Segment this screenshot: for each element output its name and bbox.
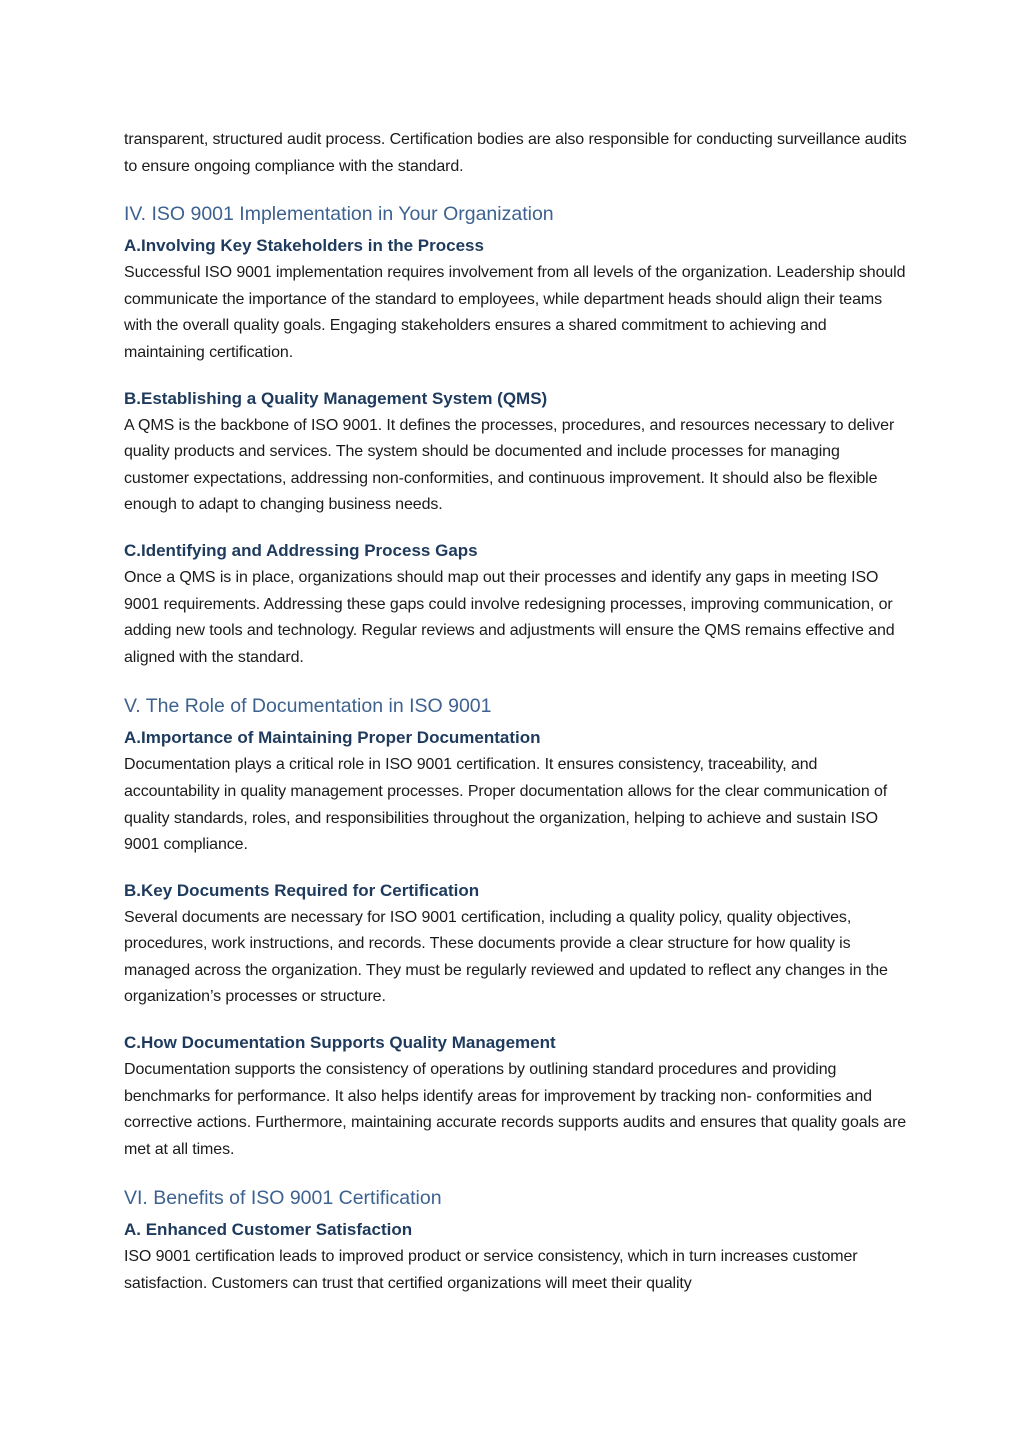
subsection-body: Once a QMS is in place, organizations should map out their processes and identify any gaps in meeting ISO 9001 requirements. Addressing these gaps could involve redesigning processes, improving communication, or adding new tools and technology. Regular reviews and adjustments will ensure the QMS remains effective and aligned with the standard. xyxy=(124,568,895,666)
subsection-body: Several documents are necessary for ISO 9001 certification, including a quality policy, quality objectives, procedures, work instructions, and records. These documents provide a clear structure for how quality is managed across the organization. They must be regularly reviewed and updated to reflect any changes in the organization’s processes or structure. xyxy=(124,908,888,1006)
subsection-body: A QMS is the backbone of ISO 9001. It defines the processes, procedures, and resources necessary to deliver quality products and services. The system should be documented and include processes for managing customer expectations, addressing non-conformities, and continuous improvement. It should also be flexible enough to adapt to changing business needs. xyxy=(124,416,895,514)
subsection xyxy=(124,879,909,1011)
section-title: IV. ISO 9001 Implementation in Your Organization xyxy=(124,203,554,226)
subsection-body: ISO 9001 certification leads to improved product or service consistency, which in turn increases customer satisfaction. Customers can trust that certified organizations will meet their quality xyxy=(124,1248,858,1293)
subsection-title: A. Enhanced Customer Satisfaction xyxy=(124,1220,413,1240)
subsection xyxy=(124,1031,909,1163)
intro-paragraph: transparent, structured audit process. Certification bodies are also responsible for conducting surveillance audits to ensure ongoing compliance with the standard. xyxy=(124,131,907,175)
section-implementation xyxy=(124,201,909,671)
subsection-title: A.Involving Key Stakeholders in the Process xyxy=(124,236,484,256)
subsection xyxy=(124,726,909,858)
subsection xyxy=(124,1218,909,1297)
subsection xyxy=(124,387,909,519)
subsection xyxy=(124,539,909,671)
subsection-body: Documentation plays a critical role in ISO 9001 certification. It ensures consistency, traceability, and accountability in quality management processes. Proper documentation allows for the clear communication of quality standards, roles, and responsibilities throughout the organization, helping to achieve and sustain ISO 9001 compliance. xyxy=(124,756,888,854)
section-documentation xyxy=(124,693,909,1163)
subsection-title: A.Importance of Maintaining Proper Documentation xyxy=(124,728,541,748)
subsection-title: B.Establishing a Quality Management System (QMS) xyxy=(124,388,548,408)
subsection-body: Successful ISO 9001 implementation requires involvement from all levels of the organization. Leadership should communicate the importance of the standard to employees, while department heads should align their teams with the overall quality goals. Engaging stakeholders ensures a shared commitment to achieving and maintaining certification. xyxy=(124,264,906,361)
subsection-title: B.Key Documents Required for Certification xyxy=(124,880,480,900)
subsection-body: Documentation supports the consistency of operations by outlining standard procedures and providing benchmarks for performance. It also helps identify areas for improvement by tracking non- conformities and corrective actions. Furthermore, maintaining accurate records supports audits and ensures that quality goals are met at all times. xyxy=(124,1061,907,1158)
subsection-title: C.How Documentation Supports Quality Management xyxy=(124,1033,556,1053)
subsection-title: C.Identifying and Addressing Process Gaps xyxy=(124,540,478,560)
section-benefits xyxy=(124,1185,909,1297)
subsection xyxy=(124,234,909,366)
document-page xyxy=(124,127,909,1318)
section-title: VI. Benefits of ISO 9001 Certification xyxy=(124,1187,442,1210)
section-title: V. The Role of Documentation in ISO 9001 xyxy=(124,695,492,718)
